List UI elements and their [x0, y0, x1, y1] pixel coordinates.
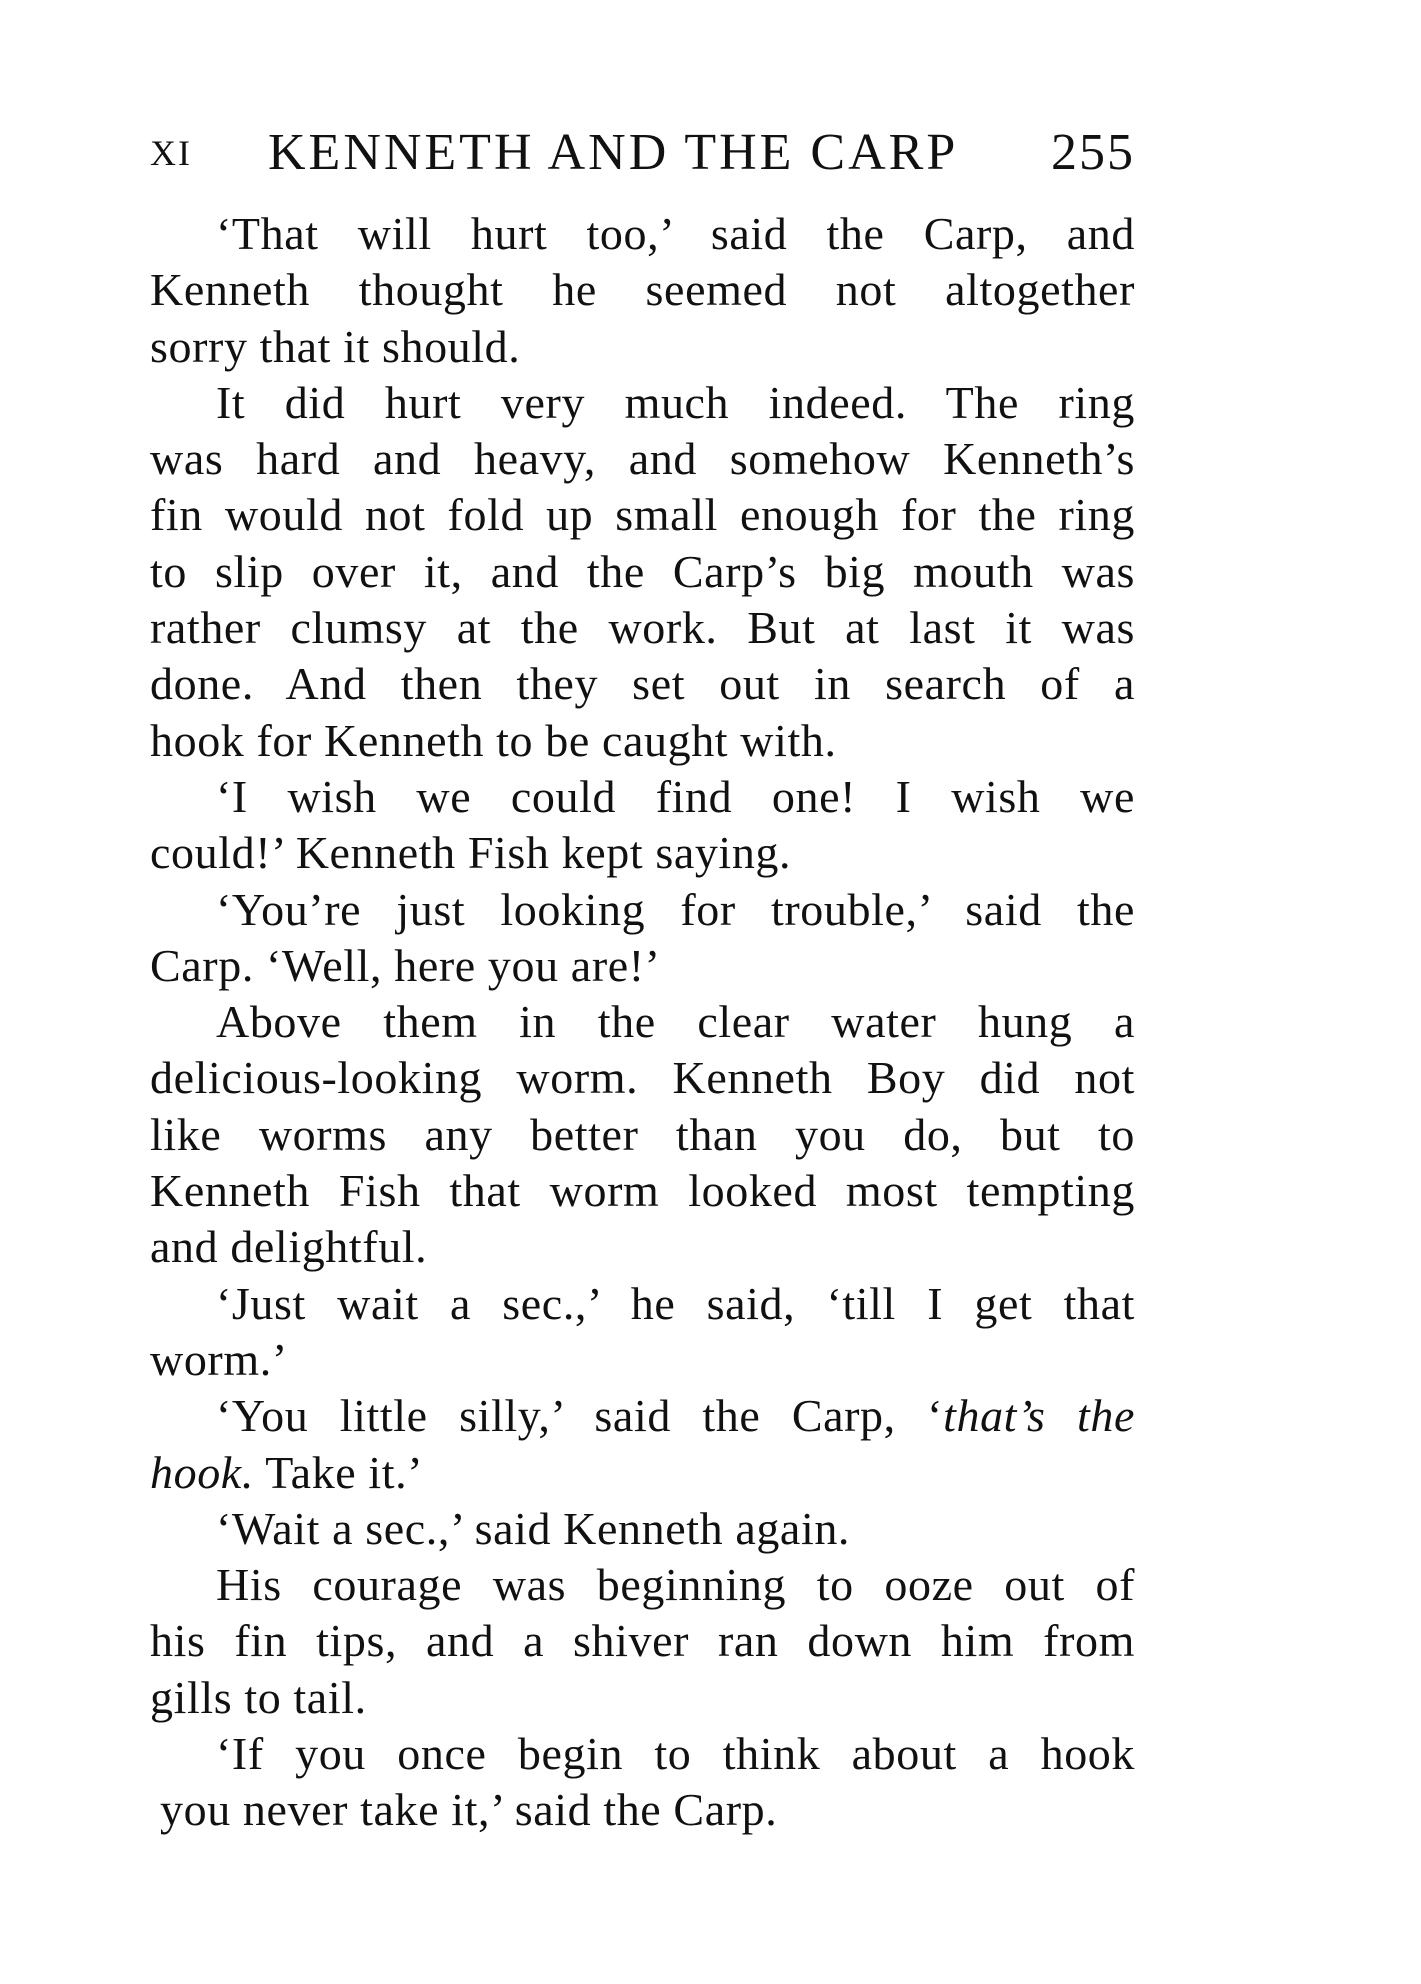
running-head	[150, 118, 1135, 188]
text-line: rather clumsy at the work. But at last it was	[150, 602, 1135, 654]
text-line: his fin tips, and a shiver ran down him from	[150, 1615, 1135, 1667]
body-text	[150, 206, 1135, 1839]
text-line: you never take it,’ said the Carp.	[160, 1784, 778, 1836]
text-line: to slip over it, and the Carp’s big mouth was	[150, 545, 1135, 597]
text-line: could!’ Kenneth Fish kept saying.	[150, 827, 792, 879]
text-line-with-italics	[150, 1388, 1135, 1444]
text-line: sorry that it should.	[150, 320, 521, 372]
text-line: ‘That will hurt too,’ said the Carp, and	[216, 208, 1135, 259]
text-line: It did hurt very much indeed. The ring	[216, 376, 1135, 428]
page-number: 255	[1051, 124, 1135, 181]
text-line: Above them in the clear water hung a	[216, 996, 1135, 1048]
text-line: ‘I wish we could find one! I wish we	[216, 770, 1135, 822]
text-line: Kenneth Fish that worm looked most tempting	[150, 1165, 1135, 1217]
text-run: Take it.’	[253, 1446, 424, 1498]
text-line: worm.’	[150, 1333, 288, 1385]
text-line: and delightful.	[150, 1221, 428, 1273]
text-line: Kenneth thought he seemed not altogether	[150, 264, 1135, 316]
text-line: Carp. ‘Well, here you are!’	[150, 939, 661, 991]
text-line: like worms any better than you do, but to	[150, 1108, 1135, 1160]
text-line: gills to tail.	[150, 1671, 367, 1723]
text-line: ‘If you once begin to think about a hook	[216, 1728, 1135, 1780]
text-line: ‘Just wait a sec.,’ he said, ‘till I get that	[216, 1277, 1135, 1329]
italic-text: that’s the	[943, 1390, 1135, 1442]
text-line: was hard and heavy, and somehow Kenneth’s	[150, 433, 1135, 485]
text-run: ‘You little silly,’ said the Carp, ‘	[216, 1390, 944, 1442]
text-line-with-italics	[150, 1445, 1135, 1501]
text-line: His courage was beginning to ooze out of	[216, 1559, 1135, 1611]
chapter-number: XI	[150, 133, 192, 173]
text-line: fin would not fold up small enough for the ring	[150, 489, 1135, 541]
text-line: hook for Kenneth to be caught with.	[150, 714, 837, 766]
italic-text: hook.	[150, 1446, 254, 1498]
text-line: delicious-looking worm. Kenneth Boy did not	[150, 1052, 1135, 1104]
text-line: ‘Wait a sec.,’ said Kenneth again.	[216, 1502, 851, 1554]
text-line: done. And then they set out in search of a	[150, 658, 1135, 710]
text-line: ‘You’re just looking for trouble,’ said the	[216, 883, 1135, 935]
chapter-title: KENNETH AND THE CARP	[268, 124, 959, 181]
